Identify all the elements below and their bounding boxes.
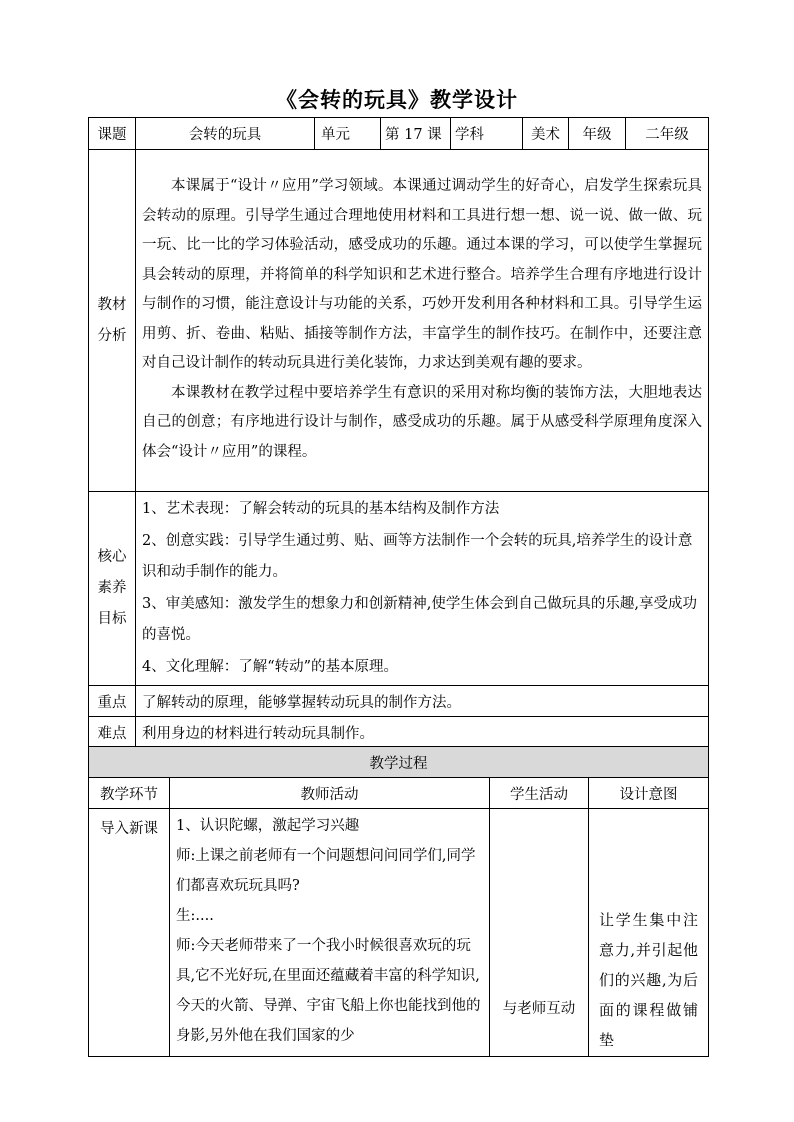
process-table <box>88 746 709 1057</box>
goal-item: 3、审美感知：激发学生的想象力和创新精神,使学生体会到自己做玩具的乐趣,享受成功的喜悦。 <box>142 595 697 643</box>
analysis-row <box>89 150 709 492</box>
goals-list <box>136 492 709 686</box>
key-point-row <box>89 686 709 717</box>
subject-value: 美术 <box>523 118 569 150</box>
design-intent: 让学生集中注意力,并引起他们的兴趣,为后面的课程做铺垫 <box>589 809 709 1057</box>
analysis-label-text: 教材分析 <box>97 296 127 344</box>
difficulty-value: 利用身边的材料进行转动玩具制作。 <box>136 717 709 748</box>
goals-label-text: 核心素养目标 <box>97 549 127 627</box>
header-intent: 设计意图 <box>589 778 709 809</box>
header-student: 学生活动 <box>490 778 589 809</box>
process-title: 教学过程 <box>89 747 709 778</box>
teacher-activity <box>170 809 490 1057</box>
key-point-label: 重点 <box>89 686 136 717</box>
goal-item: 1、艺术表现：了解会转动的玩具的基本结构及制作方法 <box>142 501 500 517</box>
lesson-info-table <box>88 117 709 748</box>
stage-cell: 导入新课 <box>89 809 170 1057</box>
process-row <box>89 809 709 1057</box>
teacher-line: 师:上课之前老师有一个问题想问问同学们,同学们都喜欢玩玩具吗? <box>176 848 476 894</box>
topic-label: 课题 <box>89 118 136 150</box>
grade-value: 二年级 <box>626 118 709 150</box>
grade-label: 年级 <box>569 118 626 150</box>
goals-label <box>89 492 136 686</box>
unit-value: 第 17 课 <box>381 118 451 150</box>
goals-row <box>89 492 709 686</box>
analysis-label <box>89 150 136 492</box>
goal-item: 2、创意实践：引导学生通过剪、贴、画等方法制作一个会转的玩具,培养学生的设计意识和动手制作的能力。 <box>142 532 693 580</box>
teacher-line: 师:今天老师带来了一个我小时候很喜欢玩的玩具,它不光好玩,在里面还蕴藏着丰富的科学知识,今天的火箭、导弹、宇宙飞船上你也能找到他的身影,另外他在我们国家的少 <box>176 938 481 1044</box>
topic-value: 会转的玩具 <box>136 118 315 150</box>
difficulty-label: 难点 <box>89 717 136 748</box>
header-stage: 教学环节 <box>89 778 170 809</box>
header-teacher: 教师活动 <box>170 778 490 809</box>
student-activity: 与老师互动 <box>490 809 589 1057</box>
teacher-line: 1、认识陀螺，激起学习兴趣 <box>176 818 360 834</box>
key-point-value: 了解转动的原理，能够掌握转动玩具的制作方法。 <box>136 686 709 717</box>
header-row <box>89 118 709 150</box>
unit-label: 单元 <box>315 118 381 150</box>
page-title: 《会转的玩具》教学设计 <box>276 87 518 112</box>
difficulty-row <box>89 717 709 748</box>
goal-item: 4、文化理解：了解“转动”的基本原理。 <box>142 658 399 675</box>
subject-label: 学科 <box>451 118 523 150</box>
analysis-paragraph-2: 本课教材在教学过程中要培养学生有意识的采用对称均衡的装饰方法，大胆地表达自己的创意；有序地进行设计与制作，感受成功的乐趣。属于从感受科学原理角度深入体会“设计〃应用”的课程。 <box>142 384 702 460</box>
process-title-row <box>89 747 709 778</box>
analysis-paragraph-1: 本课属于“设计〃应用”学习领域。本课通过调动学生的好奇心，启发学生探索玩具会转动的原理。引导学生通过合理地使用材料和工具进行想一想、说一说、做一做、玩一玩、比一比的学习体验活动，感受成功的乐趣。通过本课的学习，可以使学生掌握玩具会转动的原理，并将简单的科学知识和艺术进行整合。培养学生合理有序地进行设计与制作的习惯，能注意设计与功能的关系，巧妙开发利用各种材料和工具。引导学生运用剪、折、卷曲、粘贴、插接等制作方法，丰富学生的制作技巧。在制作中，还要注意对自己设计制作的转动玩具进行美化装饰，力求达到美观有趣的要求。 <box>142 178 702 371</box>
process-header-row <box>89 778 709 809</box>
analysis-text <box>136 150 709 492</box>
teacher-line: 生:.... <box>176 908 214 924</box>
